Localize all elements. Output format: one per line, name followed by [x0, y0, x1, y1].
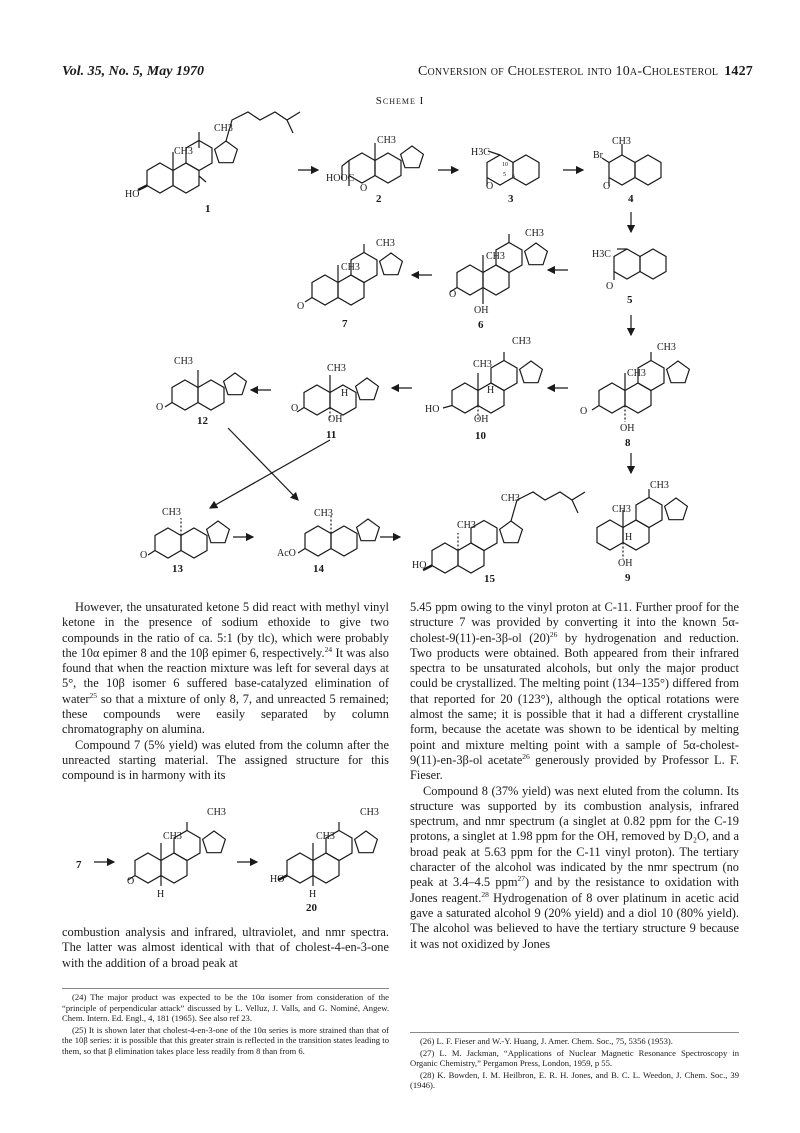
- atom-label-br-4: Br: [593, 150, 603, 161]
- running-header-volume: Vol. 35, No. 5, May 1970: [62, 64, 204, 79]
- footnote-rule-left: [62, 988, 389, 989]
- atom-label-h-9: H: [625, 532, 633, 543]
- atom-label-h3c-3: H3C: [471, 147, 490, 158]
- atom-label-o-2: O: [360, 183, 368, 194]
- compound-number-2: 2: [376, 193, 382, 205]
- atom-label-ch3-13: CH3: [162, 507, 181, 518]
- atom-label-ch3-15b: CH3: [501, 493, 520, 504]
- atom-label-5-3: 5: [503, 172, 506, 178]
- atom-label-6-3: 6: [512, 174, 515, 180]
- atom-label-ch3-1b: CH3: [214, 123, 233, 134]
- atom-label-o-7i: O: [127, 876, 135, 887]
- paragraph-spectra: combustion analysis and infrared, ultraviolet, and nmr spectra. The latter was almost identical with that of cholest-4-en-3-one with the addition of a broad peak at: [62, 925, 389, 970]
- atom-label-ch3-8b: CH3: [657, 342, 676, 353]
- atom-label-h-7i: H: [157, 889, 165, 900]
- atom-label-o-5: O: [606, 281, 614, 292]
- atom-label-o-3: O: [486, 181, 494, 192]
- compound-number-5: 5: [627, 294, 633, 306]
- atom-label-ho-10: HO: [425, 404, 440, 415]
- right-column: [410, 600, 739, 952]
- compound-number-12: 12: [197, 415, 208, 427]
- atom-label-ch3-10a: CH3: [473, 359, 492, 370]
- compound-number-20: 20: [306, 902, 317, 914]
- atom-label-ch3-8a: CH3: [627, 368, 646, 379]
- compound-number-15: 15: [484, 573, 495, 585]
- atom-label-ch3-6b: CH3: [525, 228, 544, 239]
- compound-number-14: 14: [313, 563, 324, 575]
- atom-label-10-3: 10: [502, 162, 508, 168]
- compound-number-11: 11: [326, 429, 337, 441]
- atom-label-ch3-4: CH3: [612, 136, 631, 147]
- atom-label-ch3-7i-a: CH3: [163, 831, 182, 842]
- atom-label-ch3-7a: CH3: [341, 262, 360, 273]
- footnote-24: (24) The major product was expected to be the 10α isomer from consideration of the “principle of perpendicular attack” discussed by L. Velluz, J. Valls, and G. Nominé, Angew. Chem. Intern. Ed. Engl., 4, 181 (1965). See also ref 23.: [62, 992, 389, 1024]
- atom-label-h3c-5: H3C: [592, 249, 611, 260]
- compound-number-7: 7: [342, 318, 348, 330]
- atom-label-ho-15: HO: [412, 560, 427, 571]
- footnote-ref: 24: [324, 644, 333, 654]
- paragraph-compound-7: Compound 7 (5% yield) was eluted from the column after the unreacted starting material. The assigned structure for this compound is in harmony with its: [62, 737, 389, 783]
- atom-label-oh-6: OH: [474, 305, 489, 316]
- atom-label-ch3-2: CH3: [377, 135, 396, 146]
- atom-label-o-8: O: [580, 406, 588, 417]
- atom-label-o-6: O: [449, 289, 457, 300]
- text-run: Hydrogenation of 8 over platinum in acetic acid gave a saturated alcohol 9 (20% yield) and a diol 10 (80% yield). The alcohol was believed to have the tertiary structure 9 because it was not oxidized by Jones: [410, 890, 739, 951]
- footnote-ref: 26: [522, 751, 530, 761]
- atom-label-ch3-20a: CH3: [316, 831, 335, 842]
- atom-label-h-10: H: [487, 385, 495, 396]
- footnote-rule-right: [410, 1032, 739, 1033]
- footnote-25: (25) It is shown later that cholest-4-en-3-one of the 10α series is more strained than that of the 10β series: it is possible that this greater strain is reflected in the transition states leading to them, so that β elimination takes place less readily from 8 than from 6.: [62, 1024, 389, 1056]
- footnote-ref: 26: [549, 629, 558, 639]
- atom-label-ch3-11: CH3: [327, 363, 346, 374]
- text-run: so that a mixture of only 8, 7, and unreacted 5 remained; these compounds were easily separated by column chromatography on alumina.: [62, 691, 389, 737]
- text-run: 5.45 ppm owing to the vinyl proton at C-11. Further proof for the structure 7 was provided by converting it into the known 5α-cholest-9(11)-en-3β-ol (20): [410, 600, 739, 645]
- atom-label-o-12: O: [156, 402, 164, 413]
- compound-number-10: 10: [475, 430, 486, 442]
- atom-label-ch3-20b: CH3: [360, 807, 379, 818]
- left-column-top: [62, 600, 389, 784]
- atom-label-o-4: O: [603, 181, 611, 192]
- atom-label-hooc-2: HOOC: [326, 173, 355, 184]
- page-number: 1427: [724, 64, 753, 79]
- atom-label-ho-1: HO: [125, 189, 140, 200]
- footnote-28: (28) K. Bowden, I. M. Heilbron, E. R. H. Jones, and B. C. L. Weedon, J. Chem. Soc., 39 (1946).: [410, 1069, 739, 1091]
- atom-label-o-13: O: [140, 550, 148, 561]
- left-column-bottom: [62, 925, 389, 971]
- atom-label-ch3-7b: CH3: [376, 238, 395, 249]
- atom-label-oh-8: OH: [620, 423, 635, 434]
- compound-number-3: 3: [508, 193, 514, 205]
- atom-label-ch3-9b: CH3: [650, 480, 669, 491]
- compound-number-4: 4: [628, 193, 634, 205]
- atom-label-h-11: H: [341, 388, 349, 399]
- footnote-ref: 28: [481, 889, 489, 899]
- atom-label-ch3-15a: CH3: [457, 520, 476, 531]
- text-run: It was also found that when the reaction mixture was left for several days at 5°, the 10β isomer 6 suffered base-catalyzed elimination of water: [62, 645, 389, 706]
- footnote-27: (27) L. M. Jackman, “Applications of Nuclear Magnetic Resonance Spectroscopy in Organic Chemistry,” Pergamon Press, London, 1959, p 55.: [410, 1047, 739, 1069]
- footnotes-left: [62, 992, 389, 1058]
- scheme-title: Scheme I: [375, 95, 425, 107]
- atom-label-o-11: O: [291, 403, 299, 414]
- atom-label-h-20: H: [309, 889, 317, 900]
- footnote-ref: 25: [89, 690, 98, 700]
- atom-label-ch3-14: CH3: [314, 508, 333, 519]
- footnote-26: (26) L. F. Fieser and W.-Y. Huang, J. Amer. Chem. Soc., 75, 5356 (1953).: [420, 1036, 673, 1046]
- compound-number-6: 6: [478, 319, 484, 331]
- atom-label-o-7: O: [297, 301, 305, 312]
- text-run: ) and by the resistance to oxidation with Jones reagent.: [410, 875, 740, 905]
- atom-label-oh-11: OH: [328, 414, 343, 425]
- atom-label-aco-14: AcO: [277, 548, 296, 559]
- inline-compound-7: 7: [76, 859, 82, 871]
- text-run: Compound 8 (37% yield) was next eluted from the column. Its structure was supported by its combustion analysis, infrared spectrum, and nmr spectrum (a singlet at 0.82 ppm for the C-19 protons, a singlet at 1.98 ppm for the OH, removed by D₂O, and a broad peak at 5.63 ppm for the C-11 vinyl proton). The tertiary character of the alcohol was indicated by the nmr spectrum (no peak at 3.4–4.5 ppm: [410, 783, 739, 890]
- paragraph-compound-8: [410, 784, 739, 952]
- compound-number-9: 9: [625, 572, 631, 584]
- atom-label-ch3-10b: CH3: [512, 336, 531, 347]
- compound-number-13: 13: [172, 563, 183, 575]
- paragraph-structure-proof: [410, 600, 739, 784]
- atom-label-ch3-1a: CH3: [174, 146, 193, 157]
- footnotes-right: [410, 1036, 739, 1092]
- atom-label-oh-10: OH: [474, 414, 489, 425]
- atom-label-ch3-9a: CH3: [612, 504, 631, 515]
- text-run: However, the unsaturated ketone 5 did react with methyl vinyl ketone in the presence of sodium ethoxide to give two compounds in the ratio of ca. 5:1 (by tlc), which were probably the 10α epimer 8 and the 10β epimer 6, respectively.: [62, 600, 389, 660]
- text-run: by hydrogenation and reduction. Two products were obtained. Both appeared from their infrared spectra to be unsaturated alcohols, but only the major product could be crystallized. The melting point (134–135°) differed from that reported for 20 (123°), although the optical rotations were almost the same; it is possible that it had a different crystalline form, because the acetate was shown to be identical by melting point and mixture melting point with a sample of 5α-cholest-9(11)-en-3β-ol acetate: [410, 630, 739, 767]
- atom-label-ch3-12: CH3: [174, 356, 193, 367]
- atom-label-ch3-7i-b: CH3: [207, 807, 226, 818]
- paragraph-ketone-reaction: [62, 600, 389, 738]
- atom-label-ho-20: HO: [270, 874, 285, 885]
- text-run: generously provided by Professor L. F. Fieser.: [410, 752, 739, 783]
- footnote-ref: 27: [517, 874, 525, 884]
- compound-number-8: 8: [625, 437, 631, 449]
- atom-label-oh-9: OH: [618, 558, 633, 569]
- atom-label-ch3-6a: CH3: [486, 251, 505, 262]
- compound-number-1: 1: [205, 203, 211, 215]
- header-title-text: Conversion of Cholesterol into 10α-Cholesterol: [417, 64, 719, 79]
